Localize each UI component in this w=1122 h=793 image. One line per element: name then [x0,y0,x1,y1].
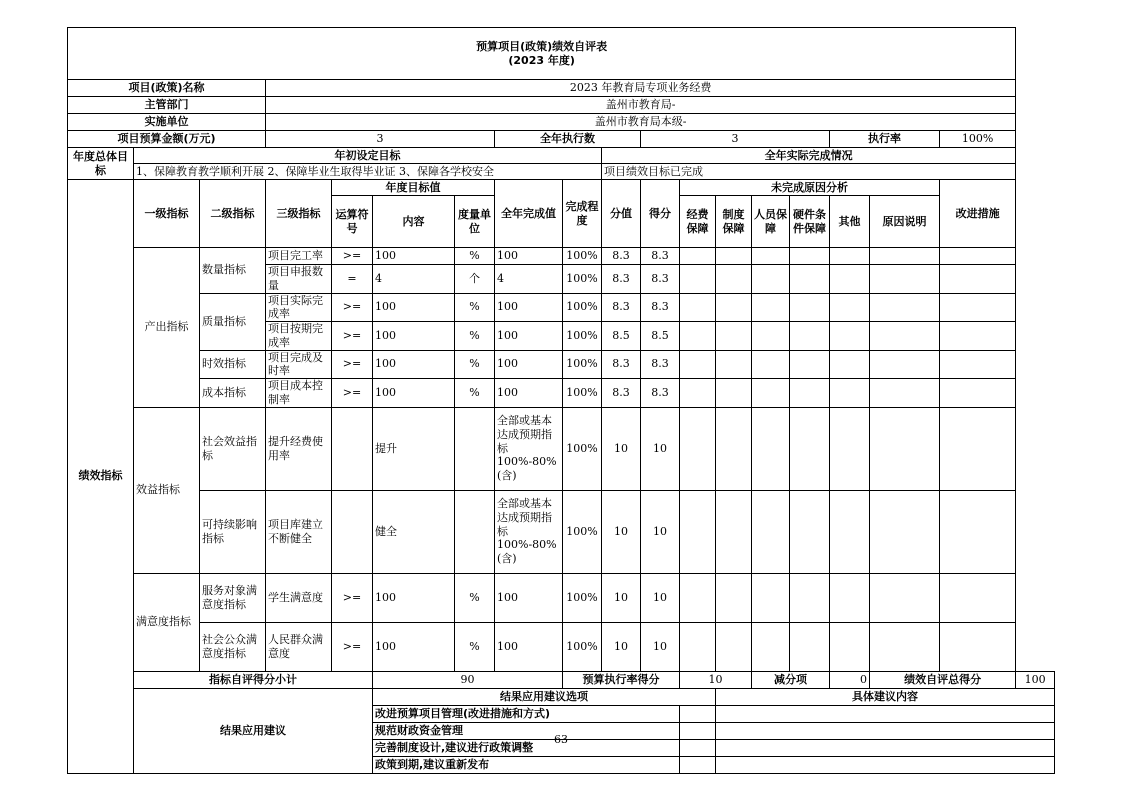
unit-value: 盖州市教育局本级- [266,114,1016,131]
lvl2-quality: 质量指标 [200,293,266,350]
row-op: >= [332,379,373,408]
row-content: 100 [373,322,455,351]
row-value: 10 [602,407,641,490]
reason-system-header: 制度保障 [716,196,752,248]
row-content: 健全 [373,490,455,573]
project-name-value: 2023 年教育局专项业务经费 [266,80,1016,97]
row-degree: 100% [563,490,602,573]
exec-value: 3 [641,131,830,148]
row-unit: % [455,248,495,265]
row-annual: 全部或基本达成预期指标100%-80%(含) [495,407,563,490]
row-content: 提升 [373,407,455,490]
perf-indicator-label: 绩效指标 [68,180,134,774]
row-content: 100 [373,350,455,379]
title-line: 预算项目(政策)绩效自评表 [476,39,608,53]
table-row [68,350,1055,379]
row-score: 8.3 [641,293,680,322]
row-annual: 全部或基本达成预期指标100%-80%(含) [495,490,563,573]
row-value: 8.3 [602,293,641,322]
row-name: 学生满意度 [266,573,332,622]
reason-staff-header: 人员保障 [752,196,790,248]
row-op [332,407,373,490]
row-degree: 100% [563,322,602,351]
actual-goal-text: 项目绩效目标已完成 [602,164,1016,180]
row-score: 8.3 [641,248,680,265]
row-value: 8.3 [602,248,641,265]
lvl1-benefit: 效益指标 [134,407,200,573]
improve-header: 改进措施 [940,180,1016,248]
op-header: 运算符号 [332,196,373,248]
lvl2-quantity: 数量指标 [200,248,266,294]
row-name: 项目按期完成率 [266,322,332,351]
reason-hardware-header: 硬件条件保障 [790,196,830,248]
row-score: 8.3 [641,350,680,379]
table-row [68,490,1055,573]
row-unit: % [455,573,495,622]
table-row [68,573,1055,622]
row-degree: 100% [563,248,602,265]
rate-label: 执行率 [830,131,940,148]
row-degree: 100% [563,622,602,671]
degree-header: 完成程度 [563,180,602,248]
row-annual: 100 [495,248,563,265]
table-row [68,379,1055,408]
subtotal-label: 指标自评得分小计 [134,671,373,688]
lvl2-social: 社会效益指标 [200,407,266,490]
row-content: 4 [373,265,455,294]
row-degree: 100% [563,265,602,294]
row-name: 项目申报数量 [266,265,332,294]
row-score: 8.3 [641,379,680,408]
row-value: 10 [602,490,641,573]
row-name: 项目实际完成率 [266,293,332,322]
suggestion-option: 规范财政资金管理 [373,722,680,739]
suggestion-option: 政策到期,建议重新发布 [373,756,680,773]
target-group-header: 年度目标值 [332,180,495,196]
row-op: >= [332,293,373,322]
suggestion-check-cell[interactable] [680,705,716,722]
row-degree: 100% [563,379,602,408]
lvl1-output: 产出指标 [134,248,200,408]
row-op: >= [332,350,373,379]
reason-other-header: 其他 [830,196,870,248]
lvl2-sustain: 可持续影响指标 [200,490,266,573]
budget-score-label: 预算执行率得分 [563,671,680,688]
row-score: 8.3 [641,265,680,294]
suggestion-option: 改进预算项目管理(改进措施和方式) [373,705,680,722]
row-unit [455,490,495,573]
suggestion-options-header: 结果应用建议选项 [373,688,716,705]
row-op: >= [332,622,373,671]
suggestion-content-cell [716,705,1055,722]
row-op: >= [332,322,373,351]
row-name: 项目库建立不断健全 [266,490,332,573]
row-unit: % [455,622,495,671]
table-row [68,622,1055,671]
rate-value: 100% [940,131,1016,148]
row-score: 10 [641,573,680,622]
row-value: 10 [602,622,641,671]
row-annual: 100 [495,573,563,622]
row-unit: % [455,379,495,408]
reason-group-header: 未完成原因分析 [680,180,940,196]
lvl2-header: 二级指标 [200,180,266,248]
lvl1-satisfaction: 满意度指标 [134,573,200,671]
initial-goal-text: 1、保障教育教学顺利开展 2、保障毕业生取得毕业证 3、保障各学校安全 [134,164,602,180]
exec-label: 全年执行数 [495,131,641,148]
budget-score-value: 10 [680,671,752,688]
dept-label: 主管部门 [68,97,266,114]
table-row [68,293,1055,322]
lvl2-timeliness: 时效指标 [200,350,266,379]
budget-label: 项目预算金额(万元) [68,131,266,148]
lvl2-public: 社会公众满意度指标 [200,622,266,671]
row-score: 8.5 [641,322,680,351]
row-annual: 100 [495,322,563,351]
row-degree: 100% [563,573,602,622]
initial-goal-label: 年初设定目标 [134,148,602,164]
content-header: 内容 [373,196,455,248]
row-value: 8.3 [602,350,641,379]
row-name: 项目成本控制率 [266,379,332,408]
row-value: 8.5 [602,322,641,351]
table-row [68,248,1055,265]
total-value: 100 [1016,671,1055,688]
row-unit: 个 [455,265,495,294]
annual-header: 全年完成值 [495,180,563,248]
table-row [68,407,1055,490]
row-score: 10 [641,490,680,573]
lvl2-cost: 成本指标 [200,379,266,408]
page-number: 63 [554,733,568,746]
total-label: 绩效自评总得分 [870,671,1016,688]
row-name: 人民群众满意度 [266,622,332,671]
row-value: 8.3 [602,379,641,408]
row-content: 100 [373,379,455,408]
score-value-header: 分值 [602,180,641,248]
row-op: >= [332,248,373,265]
row-content: 100 [373,573,455,622]
row-content: 100 [373,248,455,265]
actual-goal-label: 全年实际完成情况 [602,148,1016,164]
row-value: 8.3 [602,265,641,294]
budget-value: 3 [266,131,495,148]
row-annual: 100 [495,350,563,379]
project-name-label: 项目(政策)名称 [68,80,266,97]
row-name: 提升经费使用率 [266,407,332,490]
suggestion-check-cell[interactable] [680,756,716,773]
reason-note-header: 原因说明 [870,196,940,248]
row-unit [455,407,495,490]
row-op: >= [332,573,373,622]
unit-header: 度量单位 [455,196,495,248]
row-content: 100 [373,622,455,671]
suggestion-content-cell [716,756,1055,773]
subtitle-line: (2023 年度) [508,53,575,67]
row-name: 项目完成及时率 [266,350,332,379]
row-score: 10 [641,407,680,490]
suggestion-label: 结果应用建议 [134,688,373,773]
lvl3-header: 三级指标 [266,180,332,248]
row-op: = [332,265,373,294]
row-unit: % [455,293,495,322]
row-unit: % [455,350,495,379]
overall-goal-label-line1: 年度总体目 [73,149,128,163]
subtotal-value: 90 [373,671,563,688]
lvl1-header: 一级指标 [134,180,200,248]
form-title [68,28,1016,80]
row-degree: 100% [563,407,602,490]
row-unit: % [455,322,495,351]
suggestion-option: 完善制度设计,建议进行政策调整 [373,739,680,756]
deduct-label: 减分项 [752,671,830,688]
overall-goal-label-line2: 标 [95,163,106,177]
deduct-value: 0 [830,671,870,688]
row-annual: 4 [495,265,563,294]
row-op [332,490,373,573]
unit-label: 实施单位 [68,114,266,131]
overall-goal-label [68,148,134,180]
reason-funds-header: 经费保障 [680,196,716,248]
row-annual: 100 [495,293,563,322]
row-score: 10 [641,622,680,671]
row-value: 10 [602,573,641,622]
dept-value: 盖州市教育局- [266,97,1016,114]
lvl2-served: 服务对象满意度指标 [200,573,266,622]
row-annual: 100 [495,379,563,408]
evaluation-table [67,27,1055,774]
row-name: 项目完工率 [266,248,332,265]
row-degree: 100% [563,293,602,322]
row-degree: 100% [563,350,602,379]
row-content: 100 [373,293,455,322]
row-annual: 100 [495,622,563,671]
score-header: 得分 [641,180,680,248]
suggestion-content-header: 具体建议内容 [716,688,1055,705]
